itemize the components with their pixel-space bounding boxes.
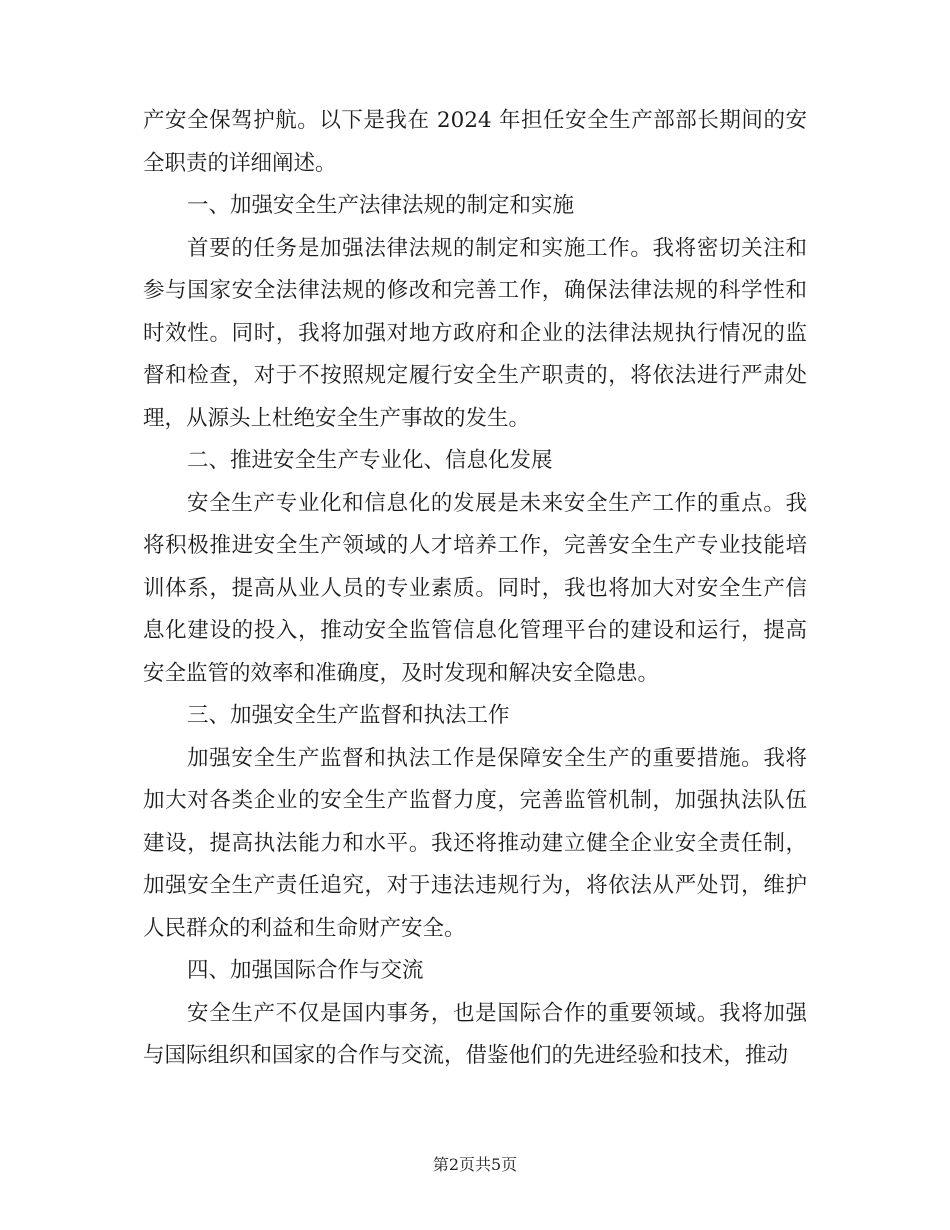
section-heading: 一、加强安全生产法律法规的制定和实施 [187, 193, 575, 218]
page-number: 第2页共5页 [432, 1155, 518, 1174]
body-paragraph: 安全生产不仅是国内事务，也是国际合作的重要领域。我将加强与国际组织和国家的合作与交流，借鉴他们的先进经验和技术，推动 [143, 1000, 807, 1068]
body-paragraph: 首要的任务是加强法律法规的制定和实施工作。我将密切关注和参与国家安全法律法规的修改和完善工作，确保法律法规的科学性和时效性。同时，我将加强对地方政府和企业的法律法规执行情况的监督和检查，对于不按照规定履行安全生产职责的，将依法进行严肃处理，从源头上杜绝安全生产事故的发生。 [143, 235, 807, 431]
body-paragraph: 加强安全生产监督和执法工作是保障安全生产的重要措施。我将加大对各类企业的安全生产监督力度，完善监管机制，加强执法队伍建设，提高执法能力和水平。我还将推动建立健全企业安全责任制，加强安全生产责任追究，对于违法违规行为，将依法从严处罚，维护人民群众的利益和生命财产安全。 [143, 745, 807, 941]
body-paragraph: 产安全保驾护航。以下是我在 2024 年担任安全生产部部长期间的安全职责的详细阐述。 [143, 108, 807, 176]
body-paragraph: 安全生产专业化和信息化的发展是未来安全生产工作的重点。我将积极推进安全生产领域的人才培养工作，完善安全生产专业技能培训体系，提高从业人员的专业素质。同时，我也将加大对安全生产信息化建设的投入，推动安全监管信息化管理平台的建设和运行，提高安全监管的效率和准确度，及时发现和解决安全隐患。 [143, 490, 807, 686]
section-heading: 四、加强国际合作与交流 [187, 958, 424, 983]
section-heading: 三、加强安全生产监督和执法工作 [187, 703, 510, 728]
section-heading: 二、推进安全生产专业化、信息化发展 [187, 448, 553, 473]
document-page [143, 100, 807, 1078]
